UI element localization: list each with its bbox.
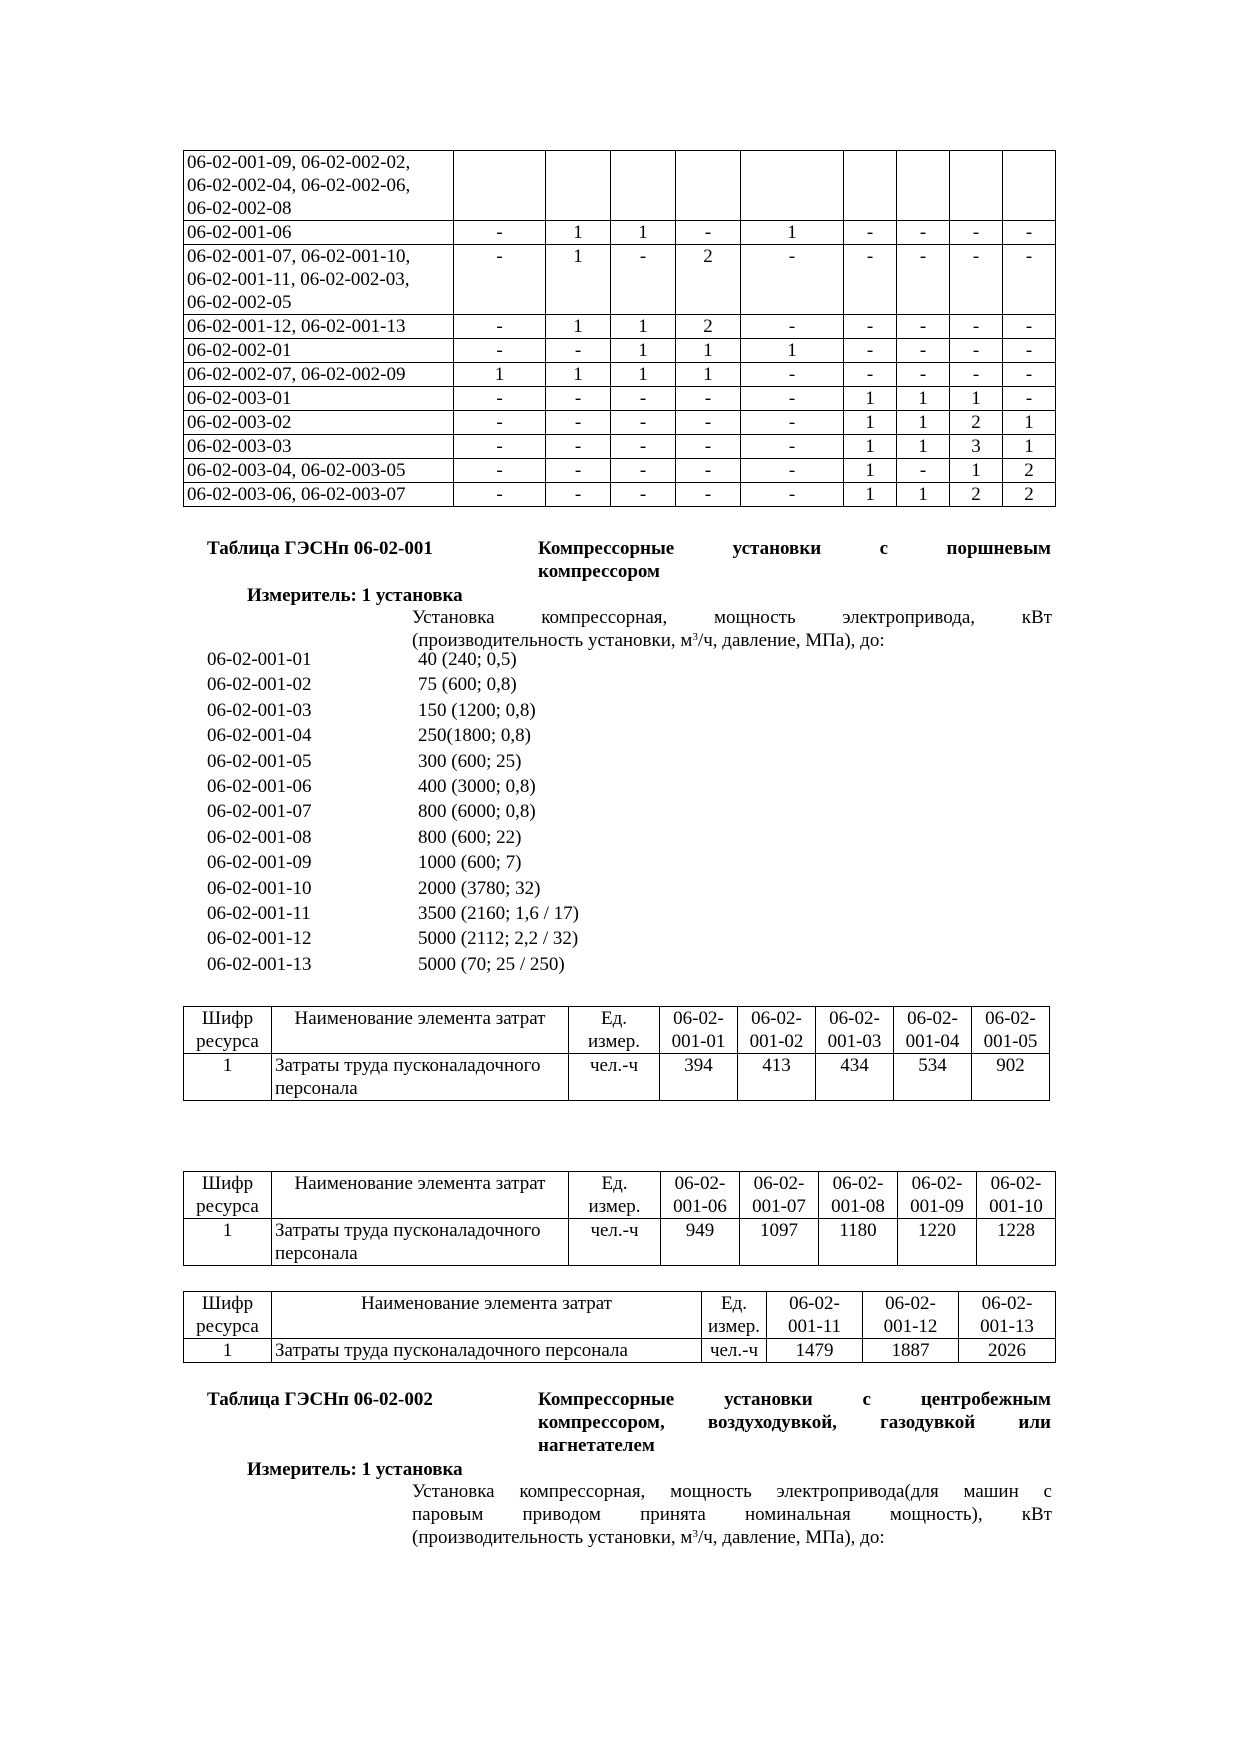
table-row xyxy=(184,1339,1056,1363)
resource-code-cell: 06-02-003-04, 06-02-003-05 xyxy=(184,459,454,483)
matrix-cell: 1 xyxy=(844,459,897,483)
matrix-cell: 1 xyxy=(611,315,676,339)
matrix-cell: - xyxy=(844,339,897,363)
item-code: 06-02-001-06 xyxy=(207,776,312,797)
section1-description: Установка компрессорная, мощность электропривода, кВт (производительность установки, $м^3/ч$, давление, МПа), до: xyxy=(412,607,1052,651)
item-value: 75 (600; 0,8) xyxy=(418,674,517,696)
section1-title: Компрессорные установки с поршневым компрессором xyxy=(538,538,1051,582)
cost-table-001-01-05 xyxy=(183,1006,1050,1101)
matrix-cell: - xyxy=(950,245,1003,315)
value-cell: 1097 xyxy=(740,1219,819,1266)
matrix-cell: 1 xyxy=(844,483,897,507)
matrix-cell: - xyxy=(950,315,1003,339)
matrix-cell: - xyxy=(741,435,844,459)
matrix-cell xyxy=(676,151,741,221)
table-row xyxy=(184,1219,1056,1266)
col-header-norm: 06-02- 001-10 xyxy=(977,1172,1056,1219)
matrix-cell xyxy=(844,151,897,221)
matrix-cell: - xyxy=(950,339,1003,363)
matrix-cell: - xyxy=(950,363,1003,387)
matrix-cell: 1 xyxy=(676,363,741,387)
matrix-cell: - xyxy=(1003,363,1056,387)
col-header-name: Наименование элемента затрат xyxy=(272,1172,569,1219)
resource-code-cell: 06-02-003-01 xyxy=(184,387,454,411)
matrix-cell: 1 xyxy=(741,339,844,363)
resource-matrix-table xyxy=(183,150,1056,507)
matrix-cell: 1 xyxy=(844,411,897,435)
measure-label-2: Измеритель: 1 установка xyxy=(247,1459,463,1480)
matrix-cell: 2 xyxy=(676,315,741,339)
matrix-cell: - xyxy=(546,339,611,363)
item-code: 06-02-001-01 xyxy=(207,649,312,670)
table-label-06-02-002: Таблица ГЭСНп 06-02-002 xyxy=(207,1389,433,1410)
table-row xyxy=(184,151,1056,221)
matrix-cell xyxy=(741,151,844,221)
matrix-cell: 2 xyxy=(1003,459,1056,483)
col-header-norm: 06-02- 001-09 xyxy=(898,1172,977,1219)
unit-cell: чел.-ч xyxy=(569,1054,660,1101)
item-code: 06-02-001-11 xyxy=(207,903,311,924)
matrix-cell xyxy=(1003,151,1056,221)
col-header-name: Наименование элемента затрат xyxy=(272,1007,569,1054)
resource-code-cell: 06-02-002-01 xyxy=(184,339,454,363)
col-header-norm: 06-02- 001-07 xyxy=(740,1172,819,1219)
matrix-cell: - xyxy=(844,363,897,387)
value-cell: 1228 xyxy=(977,1219,1056,1266)
matrix-cell: 1 xyxy=(454,363,546,387)
matrix-cell: - xyxy=(897,245,950,315)
resource-code-cell: 06-02-002-07, 06-02-002-09 xyxy=(184,363,454,387)
matrix-cell: - xyxy=(611,483,676,507)
header-row xyxy=(184,1172,1056,1219)
resource-code-cell: 1 xyxy=(184,1219,272,1266)
table-row xyxy=(184,411,1056,435)
resource-code-cell: 1 xyxy=(184,1054,272,1101)
section2-description: Установка компрессорная, мощность электропривода(для машин с паровым приводом принята номинальная мощность), кВт (производительность установки, $м^3/ч$, давление, МПа), до: xyxy=(412,1481,1052,1548)
item-value: 5000 (70; 25 / 250) xyxy=(418,953,565,975)
col-header-name: Наименование элемента затрат xyxy=(272,1292,702,1339)
matrix-cell: - xyxy=(741,315,844,339)
item-code: 06-02-001-07 xyxy=(207,801,312,823)
matrix-cell: - xyxy=(1003,339,1056,363)
value-cell: 2026 xyxy=(959,1339,1056,1363)
item-code: 06-02-001-03 xyxy=(207,699,312,721)
cost-table-001-06-10 xyxy=(183,1171,1056,1266)
cost-name-cell: Затраты труда пусконаладочного персонала xyxy=(272,1339,702,1363)
value-cell: 434 xyxy=(816,1054,894,1101)
col-header-code: Шифр ресурса xyxy=(184,1172,272,1219)
matrix-cell: 1 xyxy=(741,221,844,245)
matrix-cell: - xyxy=(844,221,897,245)
matrix-cell: - xyxy=(611,387,676,411)
item-code: 06-02-001-09 xyxy=(207,852,312,874)
matrix-cell: - xyxy=(897,315,950,339)
item-code: 06-02-001-02 xyxy=(207,674,312,696)
matrix-cell: - xyxy=(950,221,1003,245)
value-cell: 394 xyxy=(660,1054,738,1101)
matrix-cell: 1 xyxy=(546,245,611,315)
matrix-cell: - xyxy=(546,459,611,483)
matrix-cell: - xyxy=(454,245,546,315)
matrix-cell xyxy=(897,151,950,221)
matrix-cell: - xyxy=(676,387,741,411)
measure-label: Измеритель: 1 установка xyxy=(247,585,463,606)
matrix-cell: 1 xyxy=(1003,411,1056,435)
item-code: 06-02-001-05 xyxy=(207,750,312,772)
matrix-cell: - xyxy=(1003,387,1056,411)
item-code: 06-02-001-10 xyxy=(207,877,312,899)
matrix-cell: - xyxy=(676,459,741,483)
matrix-cell: 1 xyxy=(676,339,741,363)
col-header-norm: 06-02- 001-01 xyxy=(660,1007,738,1054)
matrix-cell: 1 xyxy=(1003,435,1056,459)
matrix-cell: 2 xyxy=(676,245,741,315)
table-row xyxy=(184,1054,1050,1101)
matrix-cell: - xyxy=(676,221,741,245)
matrix-cell: - xyxy=(454,315,546,339)
matrix-cell: - xyxy=(897,339,950,363)
matrix-cell: - xyxy=(546,411,611,435)
matrix-cell: - xyxy=(676,411,741,435)
matrix-cell: - xyxy=(454,459,546,483)
matrix-cell: 1 xyxy=(844,435,897,459)
resource-code-cell: 06-02-001-06 xyxy=(184,221,454,245)
resource-code-cell: 06-02-001-07, 06-02-001-10, 06-02-001-11, 06-02-002-03, 06-02-002-05 xyxy=(184,245,454,315)
cost-table-001-11-13 xyxy=(183,1291,1056,1363)
item-value: 400 (3000; 0,8) xyxy=(418,776,536,797)
col-header-unit: Ед. измер. xyxy=(569,1172,661,1219)
matrix-cell: - xyxy=(611,435,676,459)
matrix-cell: - xyxy=(844,315,897,339)
matrix-cell: - xyxy=(611,411,676,435)
matrix-cell: 1 xyxy=(546,315,611,339)
col-header-norm: 06-02- 001-03 xyxy=(816,1007,894,1054)
matrix-cell: - xyxy=(741,411,844,435)
matrix-cell: - xyxy=(844,245,897,315)
item-code: 06-02-001-08 xyxy=(207,826,312,848)
col-header-unit: Ед. измер. xyxy=(569,1007,660,1054)
col-header-norm: 06-02- 001-02 xyxy=(738,1007,816,1054)
cost-name-cell: Затраты труда пусконаладочного персонала xyxy=(272,1219,569,1266)
item-code: 06-02-001-12 xyxy=(207,928,312,950)
resource-code-cell: 06-02-003-03 xyxy=(184,435,454,459)
matrix-cell: 3 xyxy=(950,435,1003,459)
col-header-norm: 06-02- 001-11 xyxy=(767,1292,863,1339)
resource-code-cell: 06-02-001-09, 06-02-002-02, 06-02-002-04, 06-02-002-06, 06-02-002-08 xyxy=(184,151,454,221)
matrix-cell: - xyxy=(546,387,611,411)
matrix-cell: - xyxy=(741,363,844,387)
matrix-cell: - xyxy=(741,459,844,483)
matrix-cell: 2 xyxy=(950,483,1003,507)
matrix-cell: - xyxy=(741,245,844,315)
table-row xyxy=(184,459,1056,483)
matrix-cell: - xyxy=(454,483,546,507)
col-header-norm: 06-02- 001-08 xyxy=(819,1172,898,1219)
matrix-cell: - xyxy=(897,459,950,483)
item-code: 06-02-001-13 xyxy=(207,953,312,975)
matrix-cell: 1 xyxy=(897,483,950,507)
col-header-unit: Ед. измер. xyxy=(702,1292,767,1339)
matrix-cell: - xyxy=(611,245,676,315)
table-row xyxy=(184,363,1056,387)
matrix-cell: - xyxy=(454,221,546,245)
item-value: 800 (600; 22) xyxy=(418,826,522,848)
item-value: 150 (1200; 0,8) xyxy=(418,699,536,721)
matrix-cell: 1 xyxy=(546,363,611,387)
value-cell: 1479 xyxy=(767,1339,863,1363)
matrix-cell xyxy=(611,151,676,221)
item-value: 300 (600; 25) xyxy=(418,750,522,772)
matrix-cell: - xyxy=(897,363,950,387)
matrix-cell: - xyxy=(454,387,546,411)
resource-code-cell: 06-02-003-06, 06-02-003-07 xyxy=(184,483,454,507)
item-value: 1000 (600; 7) xyxy=(418,852,522,874)
matrix-cell: - xyxy=(1003,221,1056,245)
matrix-cell: 1 xyxy=(897,435,950,459)
matrix-cell: 1 xyxy=(611,221,676,245)
table-row xyxy=(184,435,1056,459)
matrix-cell: - xyxy=(546,435,611,459)
section2-title: Компрессорные установки с центробежным компрессором, воздуходувкой, газодувкой или нагнетателем xyxy=(538,1389,1051,1456)
matrix-cell: - xyxy=(897,221,950,245)
col-header-code: Шифр ресурса xyxy=(184,1007,272,1054)
col-header-norm: 06-02- 001-05 xyxy=(972,1007,1050,1054)
resource-code-cell: 06-02-003-02 xyxy=(184,411,454,435)
item-value: 40 (240; 0,5) xyxy=(418,649,517,670)
resource-code-cell: 1 xyxy=(184,1339,272,1363)
table-row xyxy=(184,315,1056,339)
matrix-cell: 1 xyxy=(546,221,611,245)
matrix-cell: - xyxy=(546,483,611,507)
value-cell: 1220 xyxy=(898,1219,977,1266)
matrix-cell: 2 xyxy=(950,411,1003,435)
matrix-cell: - xyxy=(676,435,741,459)
matrix-cell: 1 xyxy=(950,387,1003,411)
table-row xyxy=(184,221,1056,245)
matrix-cell: 1 xyxy=(950,459,1003,483)
matrix-cell: 1 xyxy=(897,411,950,435)
matrix-cell: 1 xyxy=(611,339,676,363)
table-row xyxy=(184,387,1056,411)
matrix-cell: - xyxy=(611,459,676,483)
matrix-cell: - xyxy=(676,483,741,507)
matrix-cell: - xyxy=(741,387,844,411)
item-value: 2000 (3780; 32) xyxy=(418,877,541,899)
value-cell: 1180 xyxy=(819,1219,898,1266)
value-cell: 1887 xyxy=(863,1339,959,1363)
table-row xyxy=(184,483,1056,507)
item-value: 250(1800; 0,8) xyxy=(418,725,531,747)
value-cell: 413 xyxy=(738,1054,816,1101)
value-cell: 534 xyxy=(894,1054,972,1101)
col-header-code: Шифр ресурса xyxy=(184,1292,272,1339)
matrix-cell: - xyxy=(454,411,546,435)
col-header-norm: 06-02- 001-13 xyxy=(959,1292,1056,1339)
header-row xyxy=(184,1292,1056,1339)
matrix-cell xyxy=(546,151,611,221)
unit-cell: чел.-ч xyxy=(702,1339,767,1363)
matrix-cell: - xyxy=(1003,315,1056,339)
item-value: 5000 (2112; 2,2 / 32) xyxy=(418,928,579,950)
matrix-cell xyxy=(454,151,546,221)
table-row xyxy=(184,339,1056,363)
col-header-norm: 06-02- 001-06 xyxy=(661,1172,740,1219)
matrix-cell: 2 xyxy=(1003,483,1056,507)
matrix-cell: - xyxy=(1003,245,1056,315)
resource-code-cell: 06-02-001-12, 06-02-001-13 xyxy=(184,315,454,339)
item-value: 3500 (2160; 1,6 / 17) xyxy=(418,903,579,924)
table-label-06-02-001: Таблица ГЭСНп 06-02-001 xyxy=(207,538,433,559)
matrix-cell: 1 xyxy=(897,387,950,411)
matrix-cell xyxy=(950,151,1003,221)
matrix-cell: 1 xyxy=(611,363,676,387)
item-code: 06-02-001-04 xyxy=(207,725,312,747)
col-header-norm: 06-02- 001-04 xyxy=(894,1007,972,1054)
table-row xyxy=(184,245,1056,315)
value-cell: 949 xyxy=(661,1219,740,1266)
item-value: 800 (6000; 0,8) xyxy=(418,801,536,823)
matrix-cell: - xyxy=(454,435,546,459)
value-cell: 902 xyxy=(972,1054,1050,1101)
header-row xyxy=(184,1007,1050,1054)
matrix-cell: 1 xyxy=(844,387,897,411)
col-header-norm: 06-02- 001-12 xyxy=(863,1292,959,1339)
matrix-cell: - xyxy=(741,483,844,507)
matrix-cell: - xyxy=(454,339,546,363)
cost-name-cell: Затраты труда пусконаладочного персонала xyxy=(272,1054,569,1101)
unit-cell: чел.-ч xyxy=(569,1219,661,1266)
